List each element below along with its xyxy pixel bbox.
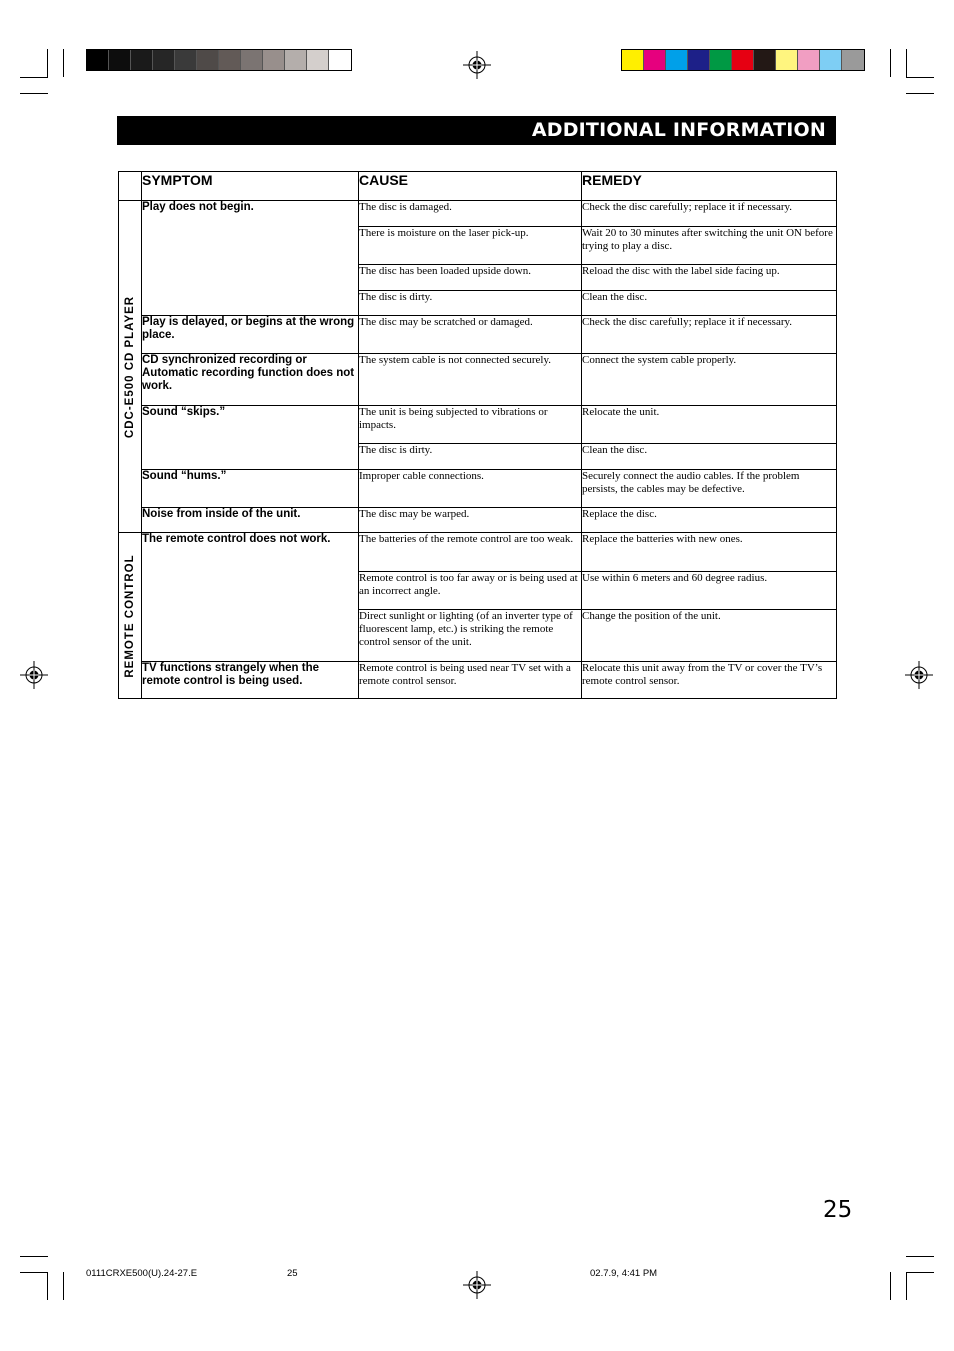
crop-mark bbox=[20, 93, 48, 94]
color-swatch bbox=[109, 50, 131, 70]
color-swatch bbox=[732, 50, 754, 70]
remedy-cell: Use within 6 meters and 60 degree radius. bbox=[582, 572, 837, 610]
color-swatch bbox=[87, 50, 109, 70]
color-swatch bbox=[798, 50, 820, 70]
symptom-cell: Noise from inside of the unit. bbox=[142, 508, 359, 533]
color-swatch bbox=[197, 50, 219, 70]
remedy-cell: Clean the disc. bbox=[582, 444, 837, 470]
crop-mark bbox=[906, 1272, 934, 1273]
table-row bbox=[119, 316, 837, 354]
troubleshooting-table bbox=[118, 171, 837, 699]
remedy-cell: Clean the disc. bbox=[582, 291, 837, 316]
color-swatch bbox=[622, 50, 644, 70]
table-row bbox=[119, 406, 837, 444]
crop-mark bbox=[20, 1256, 48, 1257]
crop-mark bbox=[47, 1272, 48, 1300]
symptom-cell: CD synchronized recording or Automatic recording function does not work. bbox=[142, 354, 359, 406]
table-header-row bbox=[119, 172, 837, 201]
remedy-cell: Change the position of the unit. bbox=[582, 610, 837, 662]
category-cd-player bbox=[119, 201, 142, 533]
table-row bbox=[119, 354, 837, 406]
crop-mark bbox=[63, 1272, 64, 1300]
remedy-cell: Check the disc carefully; replace it if necessary. bbox=[582, 316, 837, 354]
crop-mark bbox=[20, 77, 48, 78]
crop-mark bbox=[890, 49, 891, 77]
cause-cell: The batteries of the remote control are too weak. bbox=[359, 533, 582, 572]
crop-mark bbox=[906, 1272, 907, 1300]
header-symptom: SYMPTOM bbox=[142, 172, 359, 201]
color-swatch bbox=[131, 50, 153, 70]
page-number: 25 bbox=[823, 1197, 853, 1223]
cause-cell: Remote control is being used near TV set with a remote control sensor. bbox=[359, 662, 582, 699]
color-swatch bbox=[219, 50, 241, 70]
crop-mark bbox=[47, 49, 48, 77]
remedy-cell: Securely connect the audio cables. If the problem persists, the cables may be defective. bbox=[582, 470, 837, 508]
symptom-cell: TV functions strangely when the remote control is being used. bbox=[142, 662, 359, 699]
color-swatch bbox=[688, 50, 710, 70]
table-row bbox=[119, 533, 837, 572]
header-cause: CAUSE bbox=[359, 172, 582, 201]
remedy-cell: Connect the system cable properly. bbox=[582, 354, 837, 406]
color-swatch bbox=[329, 50, 351, 70]
cause-cell: Remote control is too far away or is being used at an incorrect angle. bbox=[359, 572, 582, 610]
footer-filename: 0111CRXE500(U).24-27.E bbox=[86, 1268, 198, 1279]
table-row bbox=[119, 662, 837, 699]
registration-mark-icon bbox=[463, 1271, 491, 1299]
registration-mark-icon bbox=[20, 661, 48, 689]
category-label: REMOTE CONTROL bbox=[124, 553, 136, 678]
cause-cell: The disc is damaged. bbox=[359, 201, 582, 227]
footer-timestamp: 02.7.9, 4:41 PM bbox=[590, 1268, 658, 1279]
cause-cell: The disc has been loaded upside down. bbox=[359, 265, 582, 291]
footer-page: 25 bbox=[287, 1268, 298, 1279]
table-row bbox=[119, 508, 837, 533]
crop-mark bbox=[63, 49, 64, 77]
remedy-cell: Replace the batteries with new ones. bbox=[582, 533, 837, 572]
crop-mark bbox=[906, 49, 907, 77]
symptom-cell: Sound “skips.” bbox=[142, 406, 359, 470]
color-swatch bbox=[285, 50, 307, 70]
color-swatch bbox=[175, 50, 197, 70]
crop-mark bbox=[906, 1256, 934, 1257]
crop-mark bbox=[906, 93, 934, 94]
remedy-cell: Replace the disc. bbox=[582, 508, 837, 533]
table-row bbox=[119, 201, 837, 227]
color-swatch bbox=[263, 50, 285, 70]
header-spacer bbox=[119, 172, 142, 201]
symptom-cell: Play does not begin. bbox=[142, 201, 359, 316]
cause-cell: The disc may be scratched or damaged. bbox=[359, 316, 582, 354]
remedy-cell: Relocate the unit. bbox=[582, 406, 837, 444]
color-swatch bbox=[153, 50, 175, 70]
symptom-cell: The remote control does not work. bbox=[142, 533, 359, 662]
table-row bbox=[119, 470, 837, 508]
color-swatch bbox=[710, 50, 732, 70]
category-remote-control bbox=[119, 533, 142, 699]
crop-mark bbox=[20, 1272, 48, 1273]
registration-mark-icon bbox=[905, 661, 933, 689]
process-color-bar bbox=[621, 49, 865, 71]
color-swatch bbox=[307, 50, 329, 70]
registration-mark-icon bbox=[463, 51, 491, 79]
color-swatch bbox=[754, 50, 776, 70]
cause-cell: The disc may be warped. bbox=[359, 508, 582, 533]
color-swatch bbox=[842, 50, 864, 70]
cause-cell: The disc is dirty. bbox=[359, 444, 582, 470]
color-swatch bbox=[666, 50, 688, 70]
cause-cell: Improper cable connections. bbox=[359, 470, 582, 508]
remedy-cell: Reload the disc with the label side facing up. bbox=[582, 265, 837, 291]
grayscale-color-bar bbox=[86, 49, 352, 71]
color-swatch bbox=[241, 50, 263, 70]
color-swatch bbox=[644, 50, 666, 70]
crop-mark bbox=[890, 1272, 891, 1300]
color-swatch bbox=[820, 50, 842, 70]
crop-mark bbox=[906, 77, 934, 78]
symptom-cell: Play is delayed, or begins at the wrong place. bbox=[142, 316, 359, 354]
section-title: ADDITIONAL INFORMATION bbox=[531, 119, 826, 141]
section-header bbox=[117, 116, 836, 145]
cause-cell: The unit is being subjected to vibrations or impacts. bbox=[359, 406, 582, 444]
color-swatch bbox=[776, 50, 798, 70]
remedy-cell: Relocate this unit away from the TV or cover the TV’s remote control sensor. bbox=[582, 662, 837, 699]
category-label: CDC-E500 CD PLAYER bbox=[124, 295, 136, 438]
remedy-cell: Check the disc carefully; replace it if necessary. bbox=[582, 201, 837, 227]
symptom-cell: Sound “hums.” bbox=[142, 470, 359, 508]
cause-cell: The system cable is not connected securely. bbox=[359, 354, 582, 406]
cause-cell: There is moisture on the laser pick-up. bbox=[359, 227, 582, 265]
cause-cell: Direct sunlight or lighting (of an inverter type of fluorescent lamp, etc.) is striking the remote control sensor of the unit. bbox=[359, 610, 582, 662]
remedy-cell: Wait 20 to 30 minutes after switching the unit ON before trying to play a disc. bbox=[582, 227, 837, 265]
header-remedy: REMEDY bbox=[582, 172, 837, 201]
cause-cell: The disc is dirty. bbox=[359, 291, 582, 316]
